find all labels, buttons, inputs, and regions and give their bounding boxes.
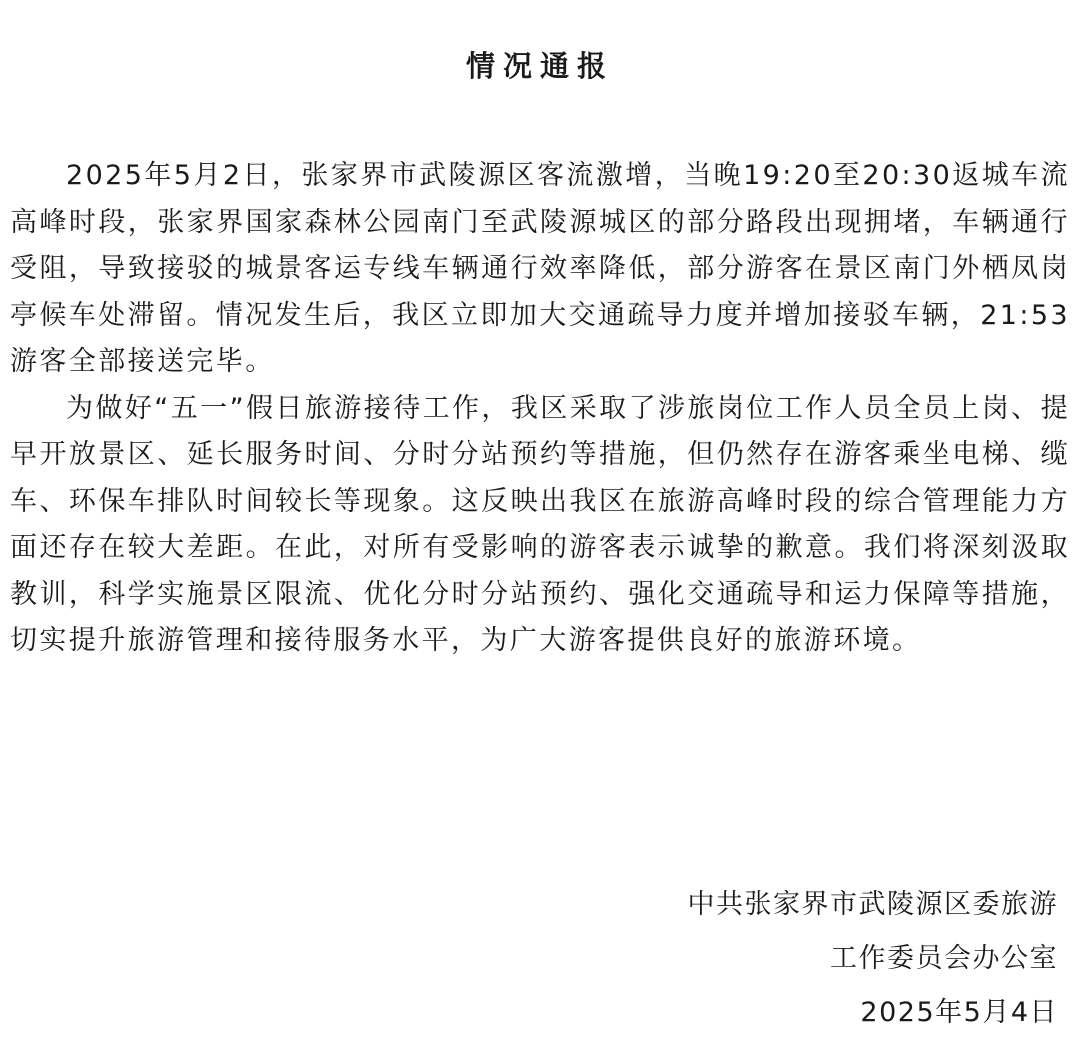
body-paragraph-2: 为做好“五一”假日旅游接待工作，我区采取了涉旅岗位工作人员全员上岗、提早开放景区、延长服务时间、分时分站预约等措施，但仍然存在游客乘坐电梯、缆车、环保车排队时间较长等现象。这反映出我区在旅游高峰时段的综合管理能力方面还存在较大差距。在此，对所有受影响的游客表示诚挚的歉意。我们将深刻汲取教训，科学实施景区限流、优化分时分站预约、强化交通疏导和运力保障等措施，切实提升旅游管理和接待服务水平，为广大游客提供良好的旅游环境。 (10, 392, 1070, 656)
issuer-org-line-2: 工作委员会办公室 (830, 943, 1058, 974)
body-paragraph-1: 2025年5月2日，张家界市武陵源区客流激增，当晚19:20至20:30返城车流高峰时段，张家界国家森林公园南门至武陵源城区的部分路段出现拥堵，车辆通行受阻，导致接驳的城景客运专线车辆通行效率降低，部分游客在景区南门外栖凤岗亭候车处滞留。情况发生后，我区立即加大交通疏导力度并增加接驳车辆，21:53游客全部接送完毕。 (10, 160, 1071, 377)
signature-block (688, 878, 1059, 1040)
issue-date: 2025年5月4日 (860, 997, 1058, 1028)
document-title: 情况通报 (465, 49, 614, 83)
document-body (10, 153, 1070, 665)
issuer-org-line-1: 中共张家界市武陵源区委旅游 (687, 889, 1058, 920)
